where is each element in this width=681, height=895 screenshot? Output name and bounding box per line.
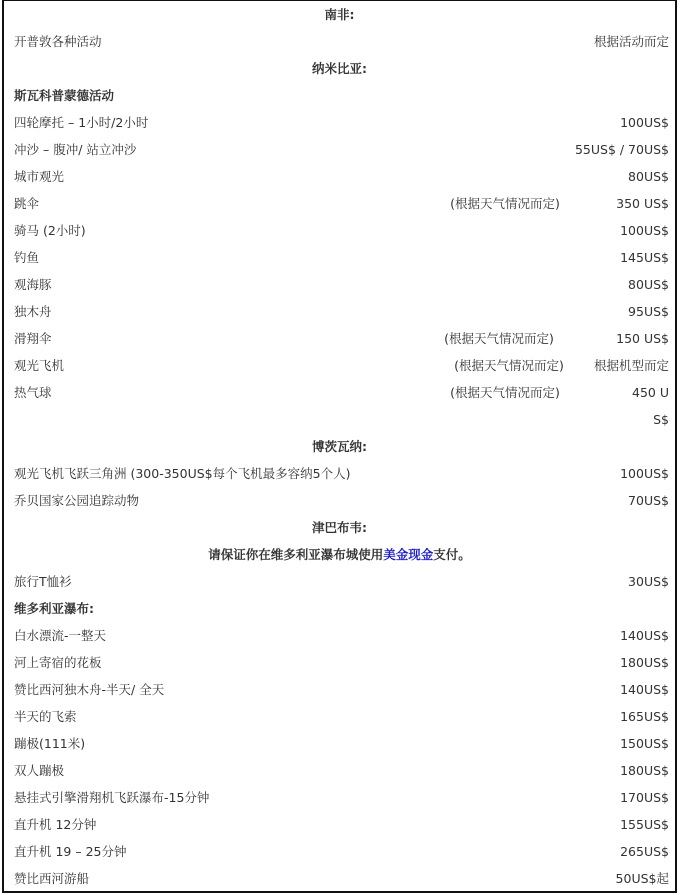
weather-note: (根据天气情况而定) (444, 331, 554, 346)
activity-price: 165US$ (620, 709, 669, 724)
activity-price: 150 US$ (616, 331, 669, 346)
activity-name: 乔贝国家公园追踪动物 (14, 493, 140, 508)
table-row (4, 757, 675, 784)
weather-note: (根据天气情况而定) (454, 358, 564, 373)
activity-price: 根据机型而定 (593, 358, 669, 373)
section-south-africa (4, 1, 675, 28)
activity-price: 100US$ (620, 115, 669, 130)
weather-note: (根据天气情况而定) (450, 196, 560, 211)
activity-name: 河上寄宿的花板 (14, 655, 102, 670)
table-row (4, 271, 675, 298)
notice-text: 请保证你在维多利亚瀑布城使用 (208, 547, 384, 562)
section-botswana (4, 433, 675, 460)
activity-name: 赞比西河独木舟-半天/ 全天 (14, 682, 165, 697)
activity-name: 观光飞机飞跃三角洲 (300-350US$每个飞机最多容纳5个人) (14, 466, 351, 481)
subsection-title: 斯瓦科普蒙德活动 (14, 88, 115, 103)
table-row (4, 811, 675, 838)
activity-name: 滑翔伞 (14, 331, 52, 346)
subsection-victoria (4, 595, 675, 622)
section-title: 纳米比亚: (312, 61, 367, 76)
table-row (4, 298, 675, 325)
table-row (4, 784, 675, 811)
activity-name: 冲沙 – 腹冲/ 站立冲沙 (14, 142, 137, 157)
activity-price: 100US$ (620, 223, 669, 238)
activity-price: 170US$ (620, 790, 669, 805)
price-table (2, 0, 677, 893)
activity-name: 旅行T恤衫 (14, 574, 72, 589)
activity-name: 热气球 (14, 385, 52, 400)
activity-name: 直升机 12分钟 (14, 817, 97, 832)
table-row (4, 487, 675, 514)
cash-highlight: 美金现金 (383, 547, 434, 562)
activity-name: 双人蹦极 (14, 763, 65, 778)
table-row (4, 676, 675, 703)
table-row (4, 352, 675, 379)
table-row (4, 622, 675, 649)
activity-price: 350 US$ (616, 196, 669, 211)
activity-price: 30US$ (628, 574, 669, 589)
activity-price: 145US$ (620, 250, 669, 265)
section-title: 博茨瓦纳: (312, 439, 367, 454)
activity-price: 155US$ (620, 817, 669, 832)
table-row (4, 865, 675, 892)
section-title: 南非: (324, 7, 355, 22)
table-row (4, 244, 675, 271)
activity-name: 蹦极(111米) (14, 736, 86, 751)
activity-price: 70US$ (628, 493, 669, 508)
table-row (4, 379, 675, 406)
table-row (4, 163, 675, 190)
table-row (4, 109, 675, 136)
activity-price: 140US$ (620, 628, 669, 643)
activity-price: 80US$ (628, 169, 669, 184)
zimbabwe-notice (4, 541, 675, 568)
activity-price: 180US$ (620, 655, 669, 670)
activity-name: 跳伞 (14, 196, 40, 211)
subsection-swakop (4, 82, 675, 109)
activity-name: 直升机 19 – 25分钟 (14, 844, 127, 859)
table-row (4, 838, 675, 865)
table-row (4, 217, 675, 244)
activity-price: 180US$ (620, 763, 669, 778)
activity-price: 140US$ (620, 682, 669, 697)
activity-price: 95US$ (628, 304, 669, 319)
table-row (4, 460, 675, 487)
activity-name: 半天的飞索 (14, 709, 77, 724)
activity-price: 50US$起 (615, 871, 669, 886)
table-row (4, 649, 675, 676)
section-zimbabwe (4, 514, 675, 541)
activity-price: 根据活动而定 (593, 34, 669, 49)
activity-price: 265US$ (620, 844, 669, 859)
payment-notice (4, 541, 675, 568)
activity-name: 悬挂式引擎滑翔机飞跃瀑布-15分钟 (14, 790, 210, 805)
table-row (4, 136, 675, 163)
table-row (4, 730, 675, 757)
table-row (4, 28, 675, 55)
notice-text: 支付。 (433, 547, 471, 562)
activity-price: 450 U (632, 385, 669, 400)
subsection-title: 维多利亚瀑布: (14, 601, 94, 616)
section-title: 津巴布韦: (312, 520, 367, 535)
table-row (4, 190, 675, 217)
activity-name: 骑马 (2小时) (14, 223, 86, 238)
activity-price: 150US$ (620, 736, 669, 751)
weather-note: (根据天气情况而定) (450, 385, 560, 400)
activity-price: 80US$ (628, 277, 669, 292)
activity-price: 55US$ / 70US$ (574, 142, 669, 157)
section-namibia (4, 55, 675, 82)
activity-name: 钓鱼 (14, 250, 40, 265)
activity-name: 城市观光 (14, 169, 65, 184)
activity-name: 独木舟 (14, 304, 52, 319)
activity-name: 观海豚 (14, 277, 52, 292)
activity-price: S$ (653, 412, 669, 427)
table-row (4, 325, 675, 352)
activity-name: 赞比西河游船 (14, 871, 90, 886)
activity-name: 四轮摩托 – 1小时/2小时 (14, 115, 149, 130)
table-row-continuation (4, 406, 675, 433)
table-row (4, 568, 675, 595)
activity-name: 开普敦各种活动 (14, 34, 102, 49)
table-row (4, 703, 675, 730)
activity-name: 观光飞机 (14, 358, 65, 373)
activity-price: 100US$ (620, 466, 669, 481)
activity-name: 白水漂流-一整天 (14, 628, 107, 643)
